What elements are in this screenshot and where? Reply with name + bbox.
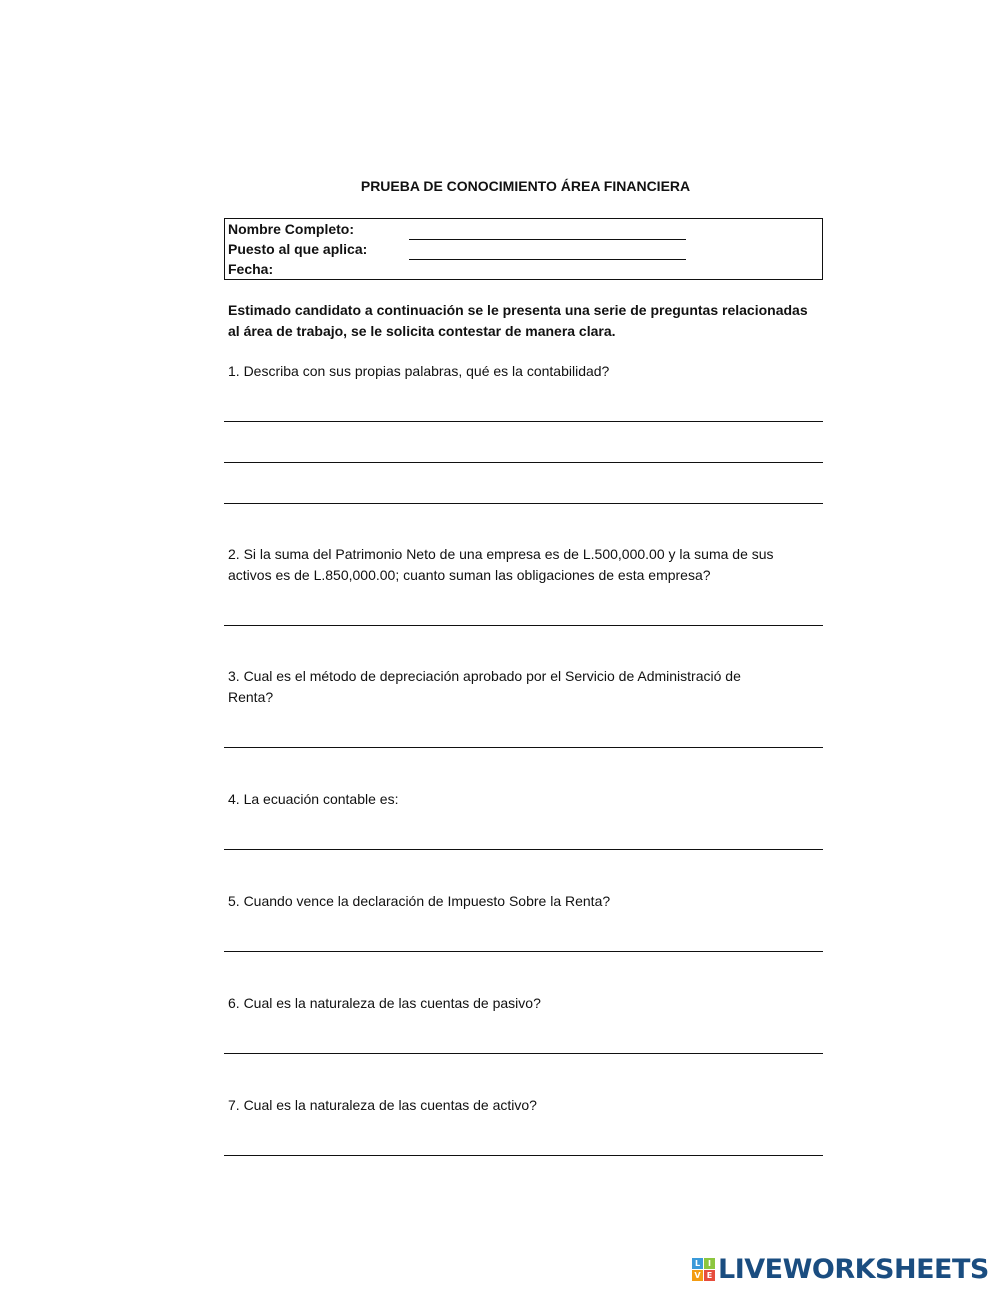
answer-3-line[interactable] bbox=[224, 747, 823, 748]
position-label: Puesto al que aplica: bbox=[228, 241, 368, 257]
question-2-text: activos es de L.850,000.00; cuanto suman las obligaciones de esta empresa? bbox=[228, 567, 711, 583]
answer-1-line-1[interactable] bbox=[224, 421, 823, 422]
instructions-line: al área de trabajo, se le solicita contestar de manera clara. bbox=[228, 323, 616, 339]
question-3 bbox=[228, 666, 788, 708]
logo-cell: E bbox=[704, 1270, 715, 1281]
question-7-text: 7. Cual es la naturaleza de las cuentas de activo? bbox=[228, 1097, 537, 1113]
instructions bbox=[228, 300, 808, 342]
page-title: PRUEBA DE CONOCIMIENTO ÁREA FINANCIERA bbox=[360, 178, 691, 194]
question-5 bbox=[228, 891, 788, 912]
answer-2-line[interactable] bbox=[224, 625, 823, 626]
answer-1-line-3[interactable] bbox=[224, 503, 823, 504]
logo-cell: L bbox=[692, 1258, 703, 1269]
answer-7-line[interactable] bbox=[224, 1155, 823, 1156]
candidate-info-box bbox=[224, 218, 823, 280]
question-5-text: 5. Cuando vence la declaración de Impuesto Sobre la Renta? bbox=[228, 893, 611, 909]
question-2 bbox=[228, 544, 788, 586]
question-4-text: 4. La ecuación contable es: bbox=[228, 791, 399, 807]
logo-text: LIVEWORKSHEETS bbox=[718, 1253, 989, 1285]
answer-4-line[interactable] bbox=[224, 849, 823, 850]
logo-cell: V bbox=[692, 1270, 703, 1281]
question-6 bbox=[228, 993, 788, 1014]
liveworksheets-logo bbox=[692, 1254, 989, 1284]
question-2-text: 2. Si la suma del Patrimonio Neto de una empresa es de L.500,000.00 y la suma de sus bbox=[228, 546, 774, 562]
answer-5-line[interactable] bbox=[224, 951, 823, 952]
logo-cell: I bbox=[704, 1258, 715, 1269]
full-name-field[interactable] bbox=[409, 239, 686, 240]
instructions-line: Estimado candidato a continuación se le presenta una serie de preguntas relacionadas bbox=[228, 302, 808, 318]
question-3-text: 3. Cual es el método de depreciación aprobado por el Servicio de Administració de bbox=[228, 668, 741, 684]
question-3-text: Renta? bbox=[228, 689, 274, 705]
question-6-text: 6. Cual es la naturaleza de las cuentas de pasivo? bbox=[228, 995, 541, 1011]
question-1 bbox=[228, 361, 788, 382]
position-field[interactable] bbox=[409, 259, 686, 260]
answer-6-line[interactable] bbox=[224, 1053, 823, 1054]
question-4 bbox=[228, 789, 788, 810]
logo-mark-icon bbox=[692, 1258, 715, 1281]
full-name-label: Nombre Completo: bbox=[228, 221, 354, 237]
date-label: Fecha: bbox=[228, 261, 274, 277]
question-7 bbox=[228, 1095, 788, 1116]
question-1-text: 1. Describa con sus propias palabras, qué es la contabilidad? bbox=[228, 363, 610, 379]
answer-1-line-2[interactable] bbox=[224, 462, 823, 463]
